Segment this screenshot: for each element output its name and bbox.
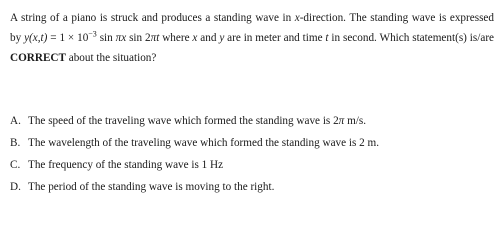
option-letter: C. — [10, 159, 21, 171]
option-text: The period of the standing wave is moving to the right. — [28, 181, 275, 193]
option-d[interactable] — [10, 176, 494, 198]
equation-sin-2: sin 2 — [126, 32, 151, 44]
option-b[interactable] — [10, 132, 494, 154]
option-pi: π — [338, 115, 345, 127]
variable-x: x — [294, 12, 300, 24]
variable-t: t — [325, 32, 329, 44]
answer-options — [10, 110, 494, 198]
question-text-part: -direction. The standing wave is expressed by — [10, 12, 494, 44]
question-text-part: A string of a piano is struck and produces a standing wave in — [10, 12, 295, 24]
option-letter: A. — [10, 115, 21, 127]
equation-amplitude: = 1 × 10 — [47, 32, 89, 44]
option-text: The frequency of the standing wave is 1 Hz — [28, 159, 224, 171]
emphasis-correct: CORRECT — [10, 52, 66, 64]
question-paragraph — [10, 8, 494, 68]
question-text-part: where — [159, 32, 193, 44]
option-letter: D. — [10, 181, 21, 193]
option-text-end: m/s. — [344, 115, 367, 127]
question-text — [10, 8, 494, 68]
variable-x: x — [192, 32, 198, 44]
option-c[interactable] — [10, 154, 494, 176]
question-text-part: and — [197, 32, 220, 44]
option-text: The wavelength of the traveling wave which formed the standing wave is 2 m. — [28, 137, 380, 149]
question-text-part: in second. Which statement(s) is/are — [328, 32, 495, 44]
question-text-part: are in meter and time — [224, 32, 326, 44]
option-letter: B. — [10, 137, 21, 149]
equation-pi-x: πx — [115, 32, 127, 44]
equation-exponent: −3 — [88, 29, 97, 39]
equation-pi-t: πt — [150, 32, 160, 44]
equation-sin: sin — [96, 32, 116, 44]
question-text-part: about the situation? — [65, 52, 157, 64]
option-a[interactable] — [10, 110, 494, 132]
equation-lhs: y(x,t) — [24, 32, 48, 44]
option-text: The speed of the traveling wave which formed the standing wave is 2 — [28, 115, 339, 127]
variable-y: y — [219, 32, 225, 44]
